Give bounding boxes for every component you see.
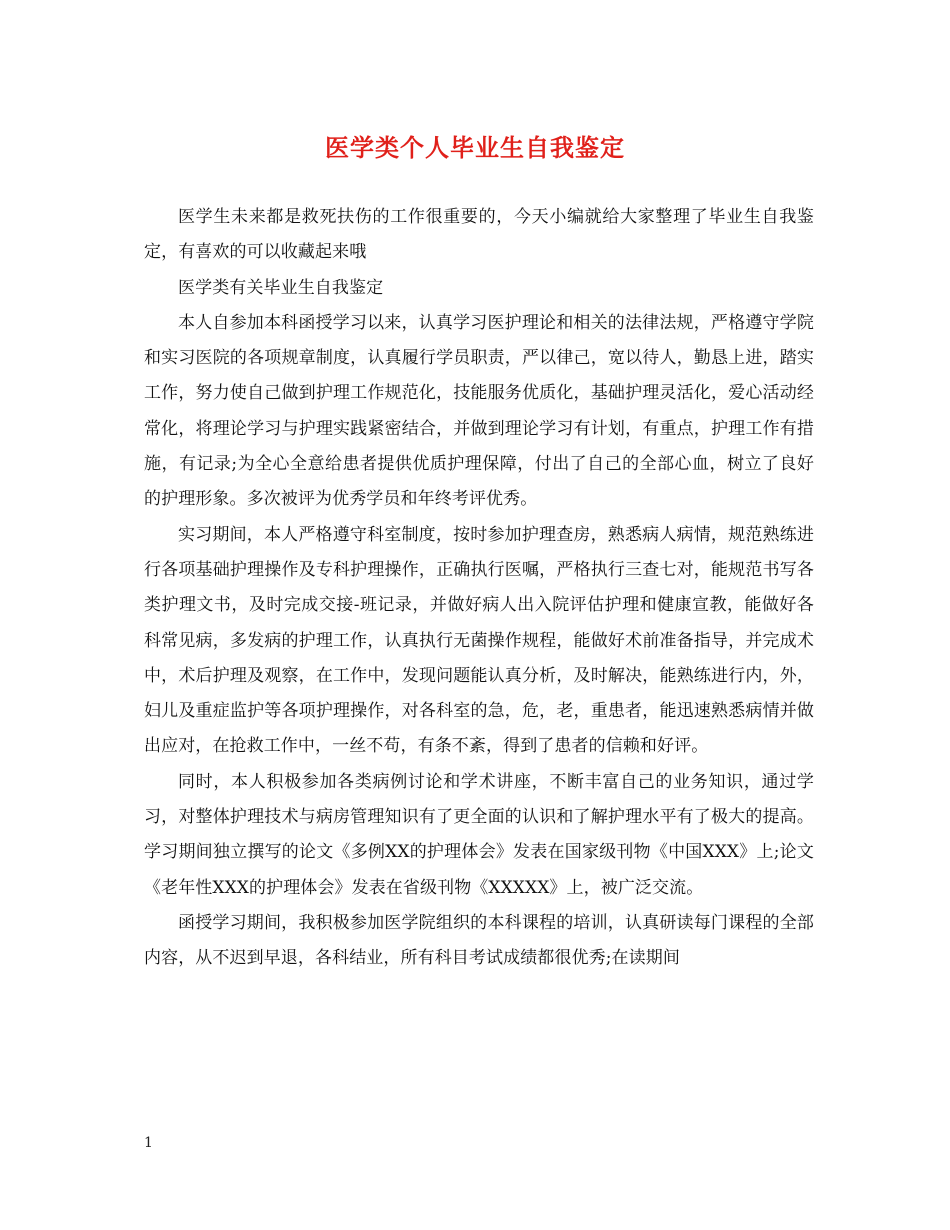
intro-paragraph: 医学生未来都是救死扶伤的工作很重要的，今天小编就给大家整理了毕业生自我鉴定，有喜欢的可以收藏起来哦 (144, 207, 814, 263)
document-body (144, 200, 814, 977)
body-paragraph: 本人自参加本科函授学习以来，认真学习医护理论和相关的法律法规，严格遵守学院和实习医院的各项规章制度，认真履行学员职责，严以律己，宽以待人，勤恳上进，踏实工作，努力使自己做到护理工作规范化，技能服务优质化，基础护理灵活化，爱心活动经常化，将理论学习与护理实践紧密结合，并做到理论学习有计划，有重点，护理工作有措施，有记录;为全心全意给患者提供优质护理保障，付出了自己的全部心血，树立了良好的护理形象。多次被评为优秀学员和年终考评优秀。 (144, 312, 814, 510)
document-title: 医学类个人毕业生自我鉴定 (325, 133, 625, 162)
body-paragraph: 同时，本人积极参加各类病例讨论和学术讲座，不断丰富自己的业务知识，通过学习，对整体护理技术与病房管理知识有了更全面的认识和了解护理水平有了极大的提高。学习期间独立撰写的论文《多例XX的护理体会》发表在国家级刊物《中国XXX》上;论文《老年性XXX的护理体会》发表在省级刊物《XXXXX》上，被广泛交流。 (144, 771, 814, 898)
body-paragraph: 函授学习期间，我积极参加医学院组织的本科课程的培训，认真研读每门课程的全部内容，从不迟到早退，各科结业，所有科目考试成绩都很优秀;在读期间 (144, 912, 814, 969)
section-heading: 医学类有关毕业生自我鉴定 (178, 277, 384, 298)
body-paragraph: 实习期间，本人严格遵守科室制度，按时参加护理查房，熟悉病人病情，规范熟练进行各项基础护理操作及专科护理操作，正确执行医嘱，严格执行三查七对，能规范书写各类护理文书，及时完成交接-班记录，并做好病人出入院评估护理和健康宣教，能做好各科常见病，多发病的护理工作，认真执行无菌操作规程，能做好术前准备指导，并完成术中，术后护理及观察，在工作中，发现问题能认真分析，及时解决，能熟练进行内，外，妇儿及重症监护等各项护理操作，对各科室的急，危，老，重患者，能迅速熟悉病情并做出应对，在抢救工作中，一丝不苟，有条不紊，得到了患者的信赖和好评。 (144, 524, 814, 757)
page-number: 1 (144, 1135, 153, 1151)
